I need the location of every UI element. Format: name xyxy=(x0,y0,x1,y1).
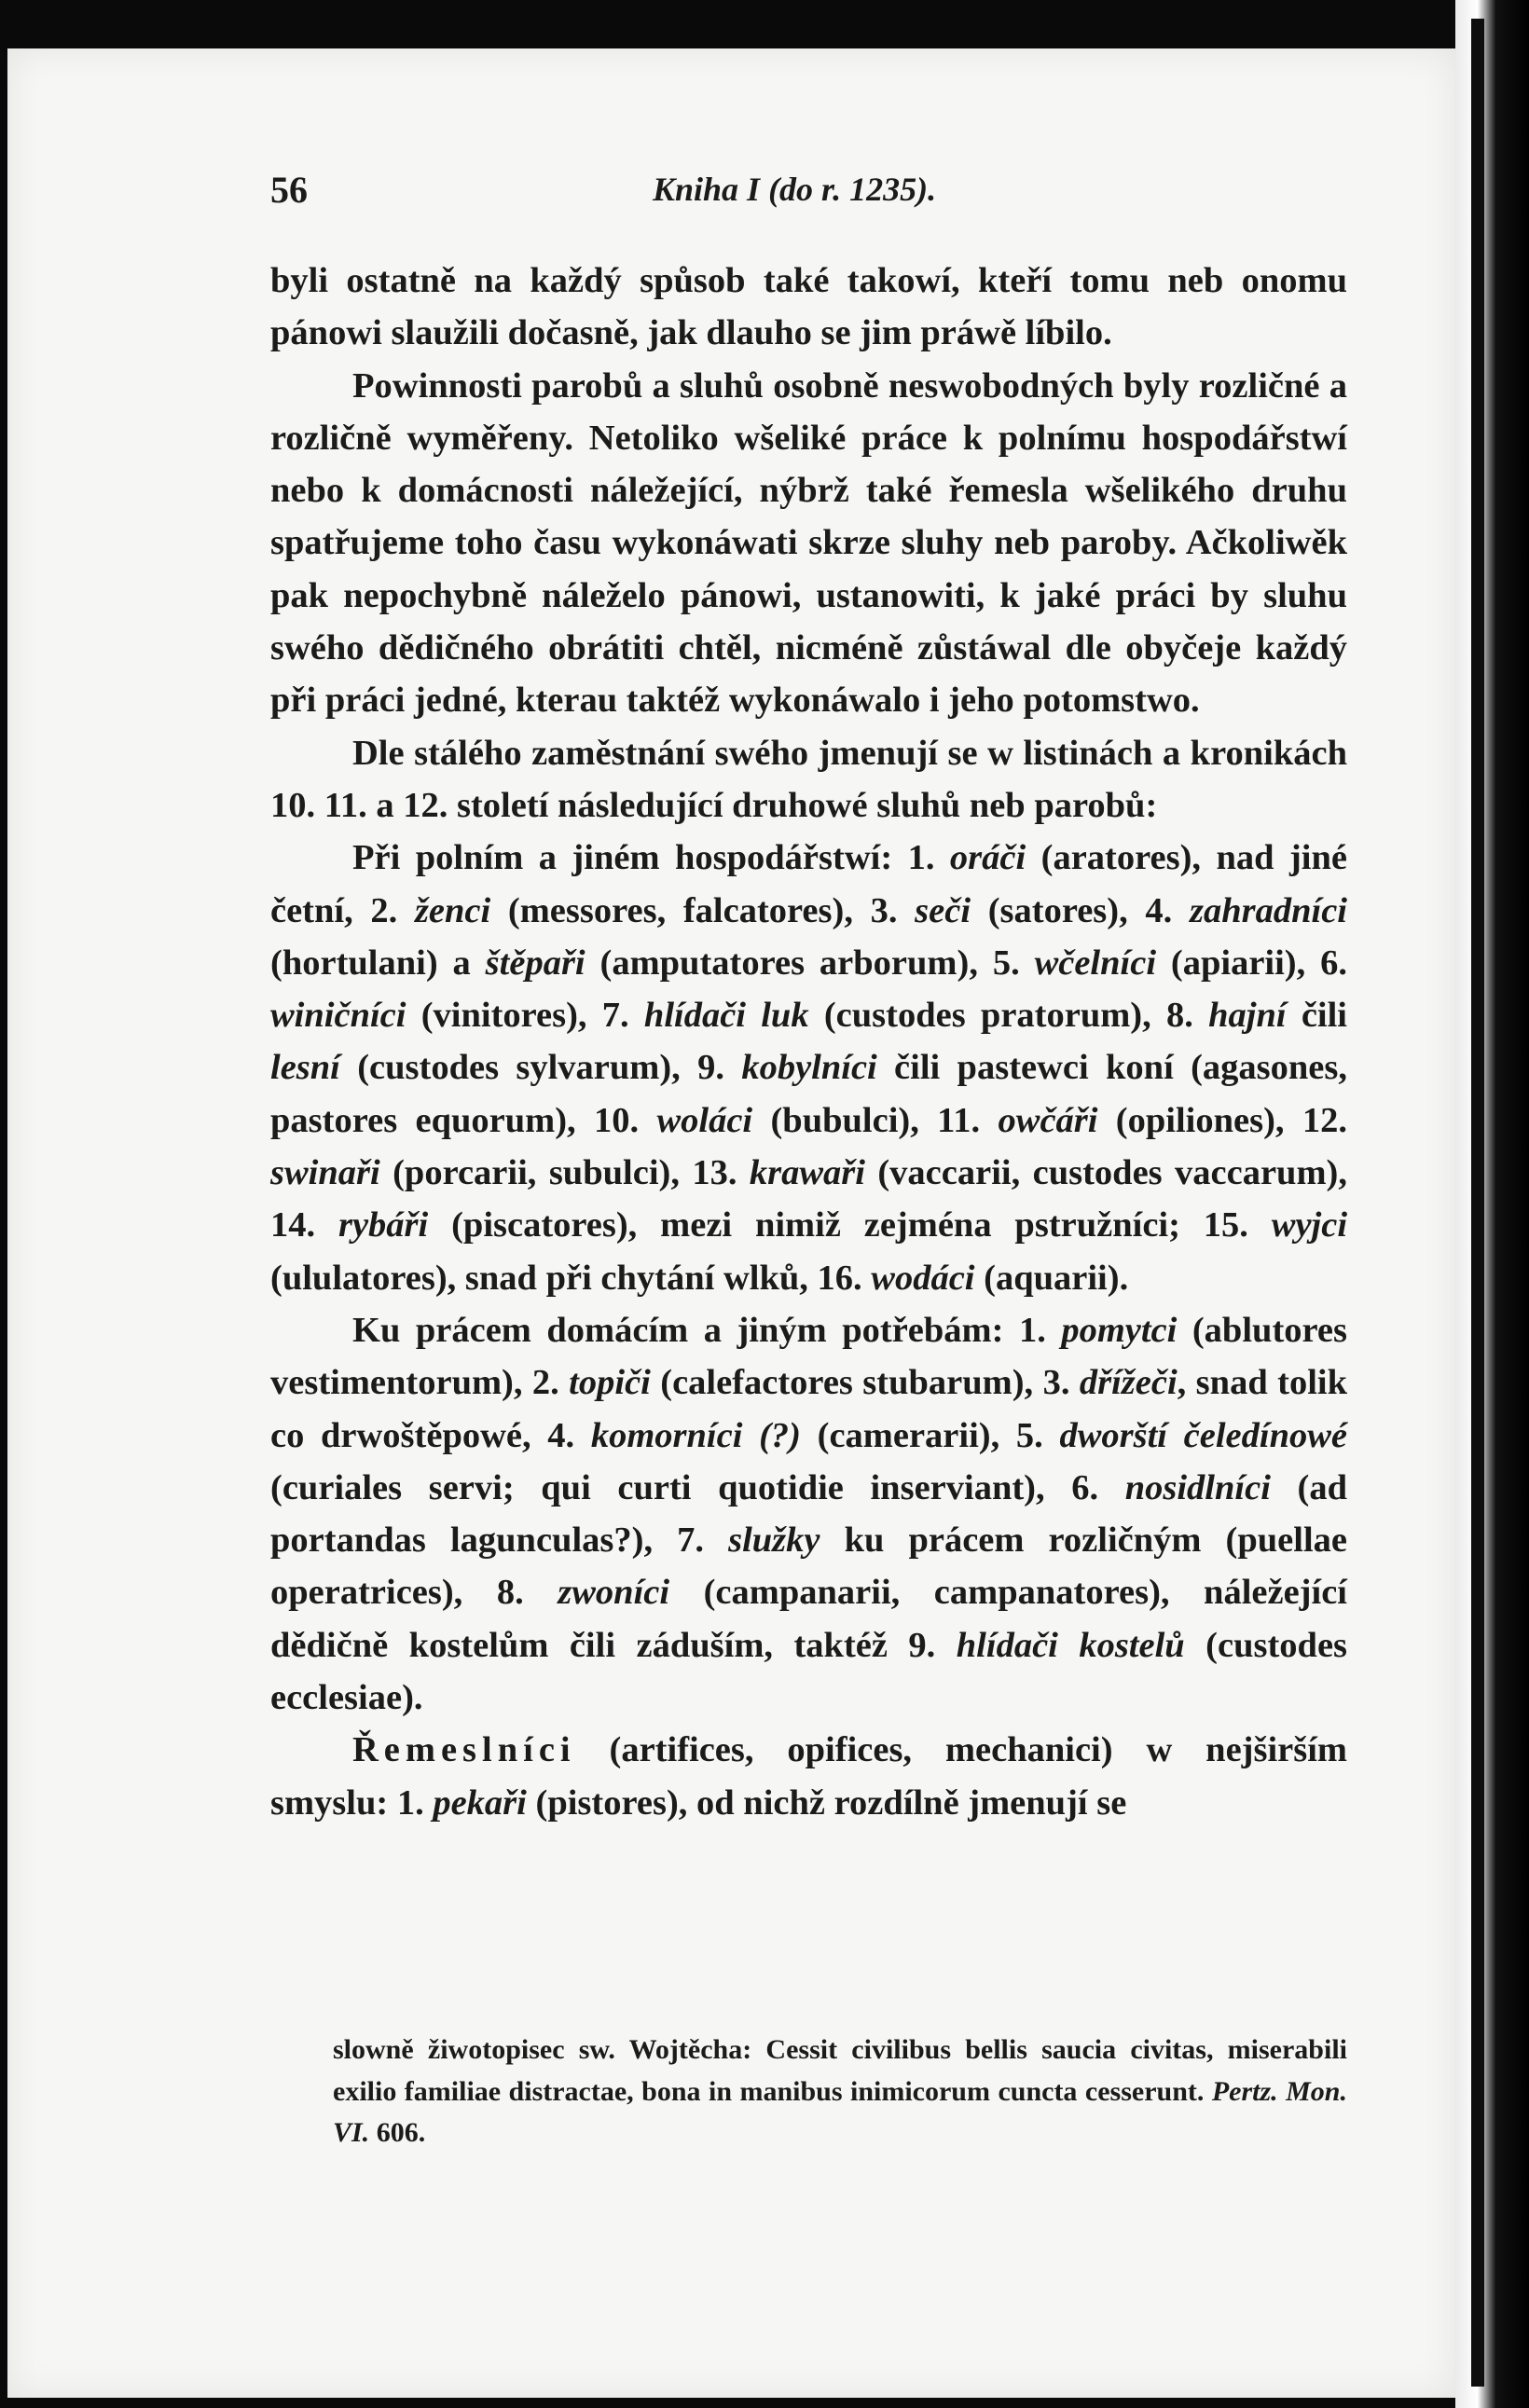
text-run: (ad portandas lagunculas?), 7. xyxy=(270,1467,1347,1561)
text-run: (custodes pratorum), 8. xyxy=(808,996,1209,1036)
text-run: (curiales servi; qui curti quotidie inserviant), 6. xyxy=(270,1467,1125,1507)
text-run: (apiarii), 6. xyxy=(1156,943,1348,983)
term: komorníci (?) xyxy=(590,1415,801,1455)
paragraph xyxy=(270,360,1347,727)
page-header xyxy=(270,168,1352,214)
term: dřížeči xyxy=(1079,1363,1178,1403)
text-run: (ablutores vestimentorum), 2. xyxy=(270,1310,1347,1403)
text-run: ku prácem rozličným (puellae operatrices), 8. xyxy=(270,1520,1347,1613)
text-run: Ku prácem domácím a jiným potřebám: 1. xyxy=(352,1310,1062,1350)
footnote-text: slowně žiwotopisec sw. Wojtěcha: Cessit civilibus bellis saucia civitas, miserabili exilio familiae distractae, bona in manibus inimicorum cuncta cesserunt. xyxy=(333,2034,1347,2107)
paragraph xyxy=(270,1304,1347,1724)
binding-strip xyxy=(1471,19,1484,2387)
footnote xyxy=(333,2030,1347,2154)
footnote-text: 606. xyxy=(369,2117,426,2148)
term: owčáři xyxy=(998,1100,1098,1140)
text-run: (pistores), od nichž rozdílně jmenují se xyxy=(526,1782,1127,1823)
text-run: (messores, falcatores), 3. xyxy=(490,890,916,930)
text-run: (artifices, opifices, mechanici) w nejširším smyslu: 1. xyxy=(270,1730,1347,1823)
term: dworští čeledínowé xyxy=(1059,1415,1347,1455)
page-number: 56 xyxy=(270,169,308,211)
paragraph xyxy=(270,1724,1347,1829)
text-run: (custodes ecclesiae). xyxy=(270,1625,1348,1718)
term: seči xyxy=(915,890,971,930)
term: zahradníci xyxy=(1189,890,1347,930)
text-run: čili xyxy=(1286,996,1347,1036)
term: pekaři xyxy=(433,1782,527,1823)
text-run: (camerarii), 5. xyxy=(800,1415,1060,1455)
term: kobylníci xyxy=(741,1048,877,1088)
text-run: Dle stálého zaměstnání swého jmenují se w listinách a kronikách 10. 11. a 12. století následující druhowé sluhů neb parobů: xyxy=(270,733,1347,825)
term: štěpaři xyxy=(485,943,585,983)
text-run: (custodes sylvarum), 9. xyxy=(339,1048,742,1088)
footnote-source: Pertz. Mon. VI. xyxy=(333,2075,1347,2148)
term: wyjci xyxy=(1271,1205,1348,1245)
text-run: (bubulci), 11. xyxy=(752,1100,999,1140)
term: swinaři xyxy=(270,1153,380,1193)
term: woláci xyxy=(656,1100,753,1140)
text-run: (piscatores), mezi nimiž zejména pstružníci; 15. xyxy=(428,1205,1272,1245)
text-run: Při polním a jiném hospodářstwí: 1. xyxy=(352,838,950,878)
term: služky xyxy=(728,1520,820,1561)
term: zwoníci xyxy=(558,1573,670,1613)
paragraph xyxy=(270,255,1347,360)
text-run: (vinitores), 7. xyxy=(406,996,644,1036)
paragraph xyxy=(270,727,1347,832)
term: wčelníci xyxy=(1034,943,1157,983)
term: rybáři xyxy=(337,1205,429,1245)
term: hlídači luk xyxy=(643,996,809,1036)
term: winičníci xyxy=(270,996,406,1036)
text-run: (aquarii). xyxy=(974,1258,1129,1298)
page-edge xyxy=(1455,0,1529,2408)
text-run: byli ostatně na každý spůsob také takowí, kteří tomu neb onomu pánowi slaužili dočasně, jak dlauho se jim práwě líbilo. xyxy=(270,261,1347,353)
spaced-heading: Řemeslníci xyxy=(352,1730,576,1770)
footnote-paragraph xyxy=(333,2030,1347,2154)
term: oráči xyxy=(949,838,1026,878)
text-run: (campanarii, campanatores), náležející dědičně kostelům čili záduším, taktéž 9. xyxy=(270,1573,1347,1665)
text-run: (aratores), nad jiné četní, 2. xyxy=(270,838,1348,930)
text-run: Powinnosti parobů a sluhů osobně neswobodných byly rozličné a rozličně wyměřeny. Netoliko wšeliké práce k polnímu hospodářstwí nebo k domácnosti náležející, nýbrž také řemesla wšelikého druhu spatřujeme toho času wykonáwati skrze sluhy neb paroby. Ačkoliwěk pak nepochybně náleželo pánowi, ustanowiti, k jaké práci by sluhu swého dědičného obrátiti chtěl, nicméně zůstáwal dle obyčeje každý při práci jedné, kterau taktéž wykonáwalo i jeho potomstwo. xyxy=(270,365,1347,721)
term: hajní xyxy=(1208,996,1287,1036)
text-run: (opiliones), 12. xyxy=(1097,1100,1347,1140)
term: nosidlníci xyxy=(1124,1467,1271,1507)
term: lesní xyxy=(270,1048,340,1088)
text-run: (vaccarii, custodes vaccarum), 14. xyxy=(270,1153,1347,1245)
paragraph xyxy=(270,832,1347,1304)
text-run: (ululatores), snad při chytání wlků, 16. xyxy=(270,1258,872,1298)
term: hlídači kostelů xyxy=(956,1625,1185,1665)
text-run: (amputatores arborum), 5. xyxy=(585,943,1035,983)
term: wodáci xyxy=(871,1258,975,1298)
text-run: (calefactores stubarum), 3. xyxy=(650,1363,1080,1403)
text-run: (porcarii, subulci), 13. xyxy=(379,1153,750,1193)
text-run: (satores), 4. xyxy=(971,890,1190,930)
term: topiči xyxy=(569,1363,651,1403)
text-run: , snad tolik co drwoštěpowé, 4. xyxy=(270,1363,1348,1455)
term: ženci xyxy=(414,890,491,930)
text-run: čili pastewci koní (agasones, pastores equorum), 10. xyxy=(270,1048,1347,1140)
text-run: (hortulani) a xyxy=(270,943,486,983)
term: krawaři xyxy=(749,1153,865,1193)
running-head: Kniha I (do r. 1235). xyxy=(653,171,937,208)
term: pomytci xyxy=(1061,1310,1178,1350)
body-text xyxy=(270,255,1347,1829)
